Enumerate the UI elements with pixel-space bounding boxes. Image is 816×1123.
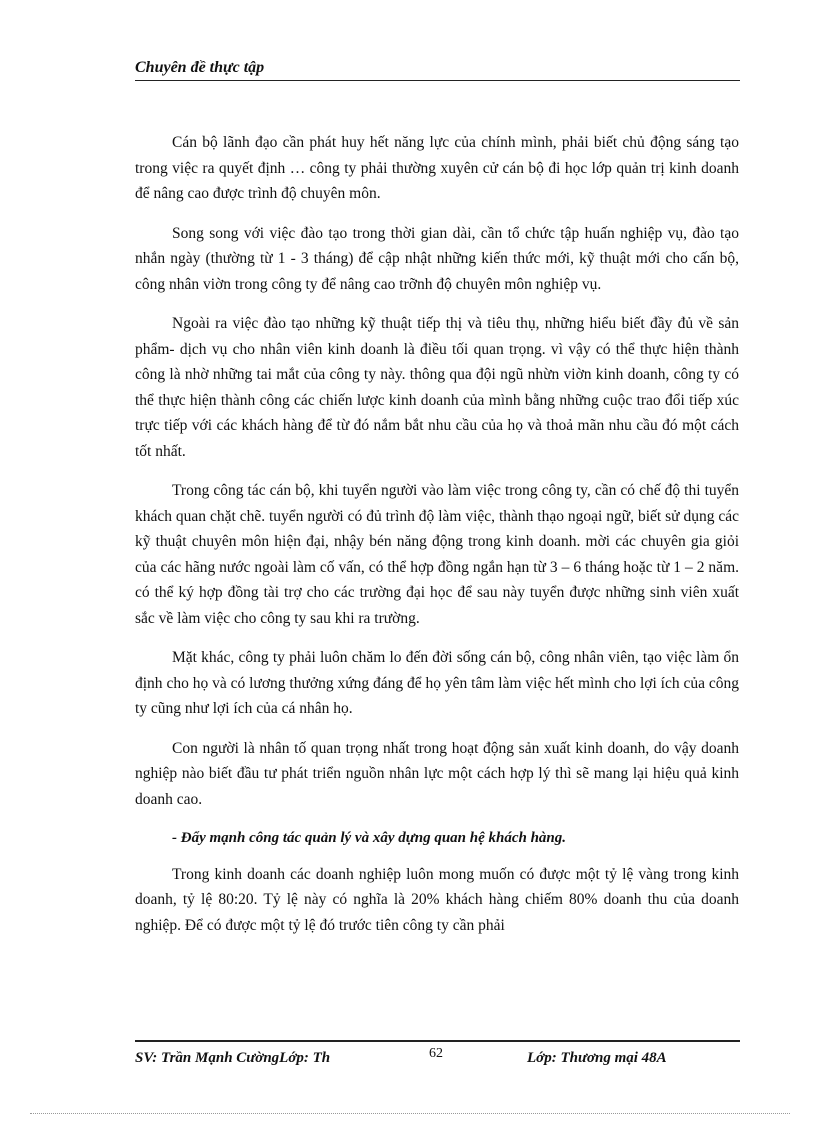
- paragraph-4: Trong công tác cán bộ, khi tuyển người vào làm việc trong công ty, cần có chế độ thi tuyển khách quan chặt chẽ. tuyển người có đủ trình độ làm việc, thành thạo ngoại ngữ, biết sử dụng các kỹ thuật chuyên môn hiện đại, nhậy bén năng động trong kinh doanh. mời các chuyên gia giỏi của các hãng nước ngoài làm cố vấn, có thể hợp đồng ngắn hạn từ 3 – 6 tháng hoặc từ 1 – 2 năm. có thể ký hợp đồng tài trợ cho các trường đại học để sau này tuyển được những sinh viên xuất sắc về làm việc cho công ty sau khi ra trường.: [135, 482, 739, 627]
- paragraph-7: Trong kinh doanh các doanh nghiệp luôn mong muốn có được một tỷ lệ vàng trong kinh doanh, tỷ lệ 80:20. Tỷ lệ này có nghĩa là 20% khách hàng chiếm 80% doanh thu của doanh nghiệp. Để có được một tỷ lệ đó trước tiên công ty cần phải: [135, 865, 739, 934]
- page-header: [135, 56, 740, 81]
- paragraph-2: Song song với việc đào tạo trong thời gian dài, cần tổ chức tập huấn nghiệp vụ, đào tạo nhắn ngày (thường từ 1 - 3 tháng) để cập nhật những kiến thức mới, kỹ thuật mới cho cấn bộ, công nhân viờn trong công ty để nâng cao trỡnh độ chuyên môn nghiệp vụ.: [135, 224, 739, 293]
- page-footer: [135, 1040, 740, 1072]
- header-title: Chuyên đề thực tập: [135, 59, 265, 76]
- document-body: [135, 130, 739, 952]
- paragraph-6: Con người là nhân tố quan trọng nhất trong hoạt động sản xuất kinh doanh, do vậy doanh nghiệp nào biết đầu tư phát triển nguồn nhân lực một cách hợp lý thì sẽ mang lại hiệu quả kinh doanh cao.: [135, 739, 739, 808]
- footer-student: SV: Trần Mạnh CườngLớp: Th: [135, 1050, 331, 1066]
- page-number: 62: [429, 1046, 443, 1061]
- paragraph-3: Ngoài ra việc đào tạo những kỹ thuật tiếp thị và tiêu thụ, những hiểu biết đầy đủ về sản phẩm- dịch vụ cho nhân viên kinh doanh là điều tối quan trọng. vì vậy có thể thực hiện thành công là nhờ những tai mắt của công ty này. thông qua đội ngũ nhừn viờn kinh doanh, công ty có thể thực hiện thành công các chiến lược kinh doanh của mình bằng những cuộc trao đổi tiếp xúc trực tiếp với các khách hàng để từ đó nắm bắt nhu cầu của họ và thoả mãn nhu cầu đó một cách tốt nhất.: [135, 315, 739, 460]
- footer-class: Lớp: Thương mại 48A: [527, 1050, 667, 1066]
- paragraph-1: Cán bộ lãnh đạo cần phát huy hết năng lực của chính mình, phải biết chủ động sáng tạo trong việc ra quyết định … công ty phải thường xuyên cử cán bộ đi học lớp quản trị kinh doanh để nâng cao được trình độ chuyên môn.: [135, 134, 739, 202]
- paragraph-5: Mặt khác, công ty phải luôn chăm lo đến đời sống cán bộ, công nhân viên, tạo việc làm ổn định cho họ và có lương thưởng xứng đáng để họ yên tâm làm việc hết mình cho lợi ích của công ty cũng như lợi ích của cá nhân họ.: [135, 649, 739, 717]
- bullet-heading: - Đẩy mạnh công tác quản lý và xây dựng quan hệ khách hàng.: [172, 830, 567, 846]
- page-edge-divider: [30, 1113, 790, 1114]
